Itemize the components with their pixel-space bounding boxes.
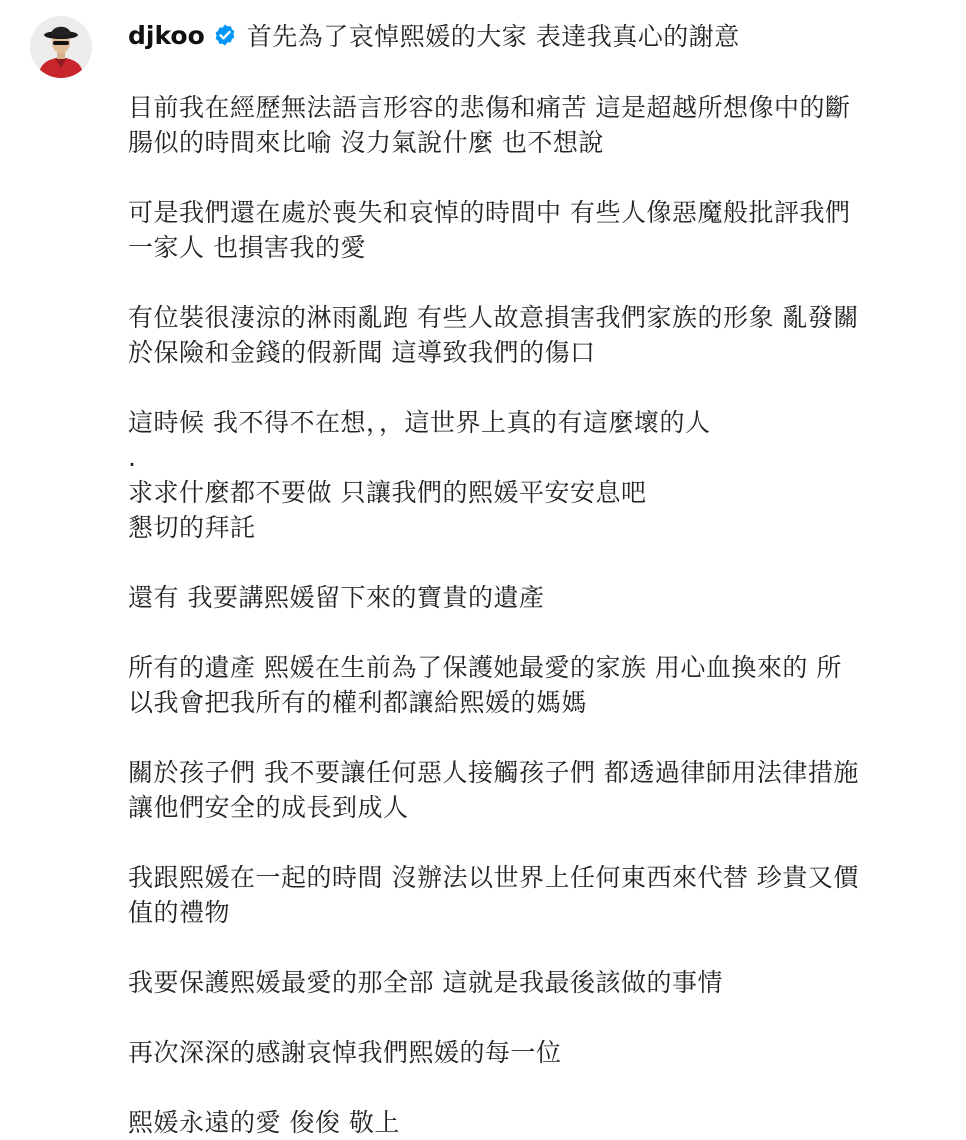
post-body [128,14,948,1140]
caption-paragraph: 所有的遺產 熙媛在生前為了保護她最愛的家族 用心血換來的 所 以我會把我所有的權利都讓給熙媛的媽媽 [128,653,842,717]
avatar-person-icon [30,16,92,78]
caption-paragraph: 我要保護熙媛最愛的那全部 這就是我最後該做的事情 [128,968,723,997]
caption-paragraph: 這時候 我不得不在想，，這世界上真的有這麼壞的人 [128,408,711,437]
caption-header [128,14,948,56]
avatar[interactable] [30,16,92,78]
caption-paragraph: 有位裝很淒涼的淋雨亂跑 有些人故意損害我們家族的形象 亂發關 於保險和金錢的假新聞 這導致我們的傷口 [128,303,859,367]
caption-paragraph: 目前我在經歷無法語言形容的悲傷和痛苦 這是超越所想像中的斷 腸似的時間來比喻 沒力氣說什麼 也不想說 [128,93,851,157]
caption-paragraph: 我跟熙媛在一起的時間 沒辦法以世界上任何東西來代替 珍貴又價 值的禮物 [128,863,859,927]
caption-paragraph: 關於孩子們 我不要讓任何惡人接觸孩子們 都透過律師用法律措施 讓他們安全的成長到成人 [128,758,859,822]
caption-dot-line: . [128,443,136,472]
caption-paragraph: 可是我們還在處於喪失和哀悼的時間中 有些人像惡魔般批評我們 一家人 也損害我的愛 [128,198,851,262]
caption-signature: 熙媛永遠的愛 俊俊 敬上 [128,1108,400,1137]
username-link[interactable]: djkoo [128,20,205,50]
caption-body [128,90,948,1140]
caption-first-line: 首先為了哀悼熙媛的大家 表達我真心的謝意 [246,22,740,51]
caption-paragraph: 求求什麼都不要做 只讓我們的熙媛平安安息吧 懇切的拜託 [128,478,647,542]
verified-badge-icon [213,23,237,47]
caption-paragraph: 還有 我要講熙媛留下來的寶貴的遺產 [128,583,545,612]
caption-paragraph: 再次深深的感謝哀悼我們熙媛的每一位 [128,1038,562,1067]
